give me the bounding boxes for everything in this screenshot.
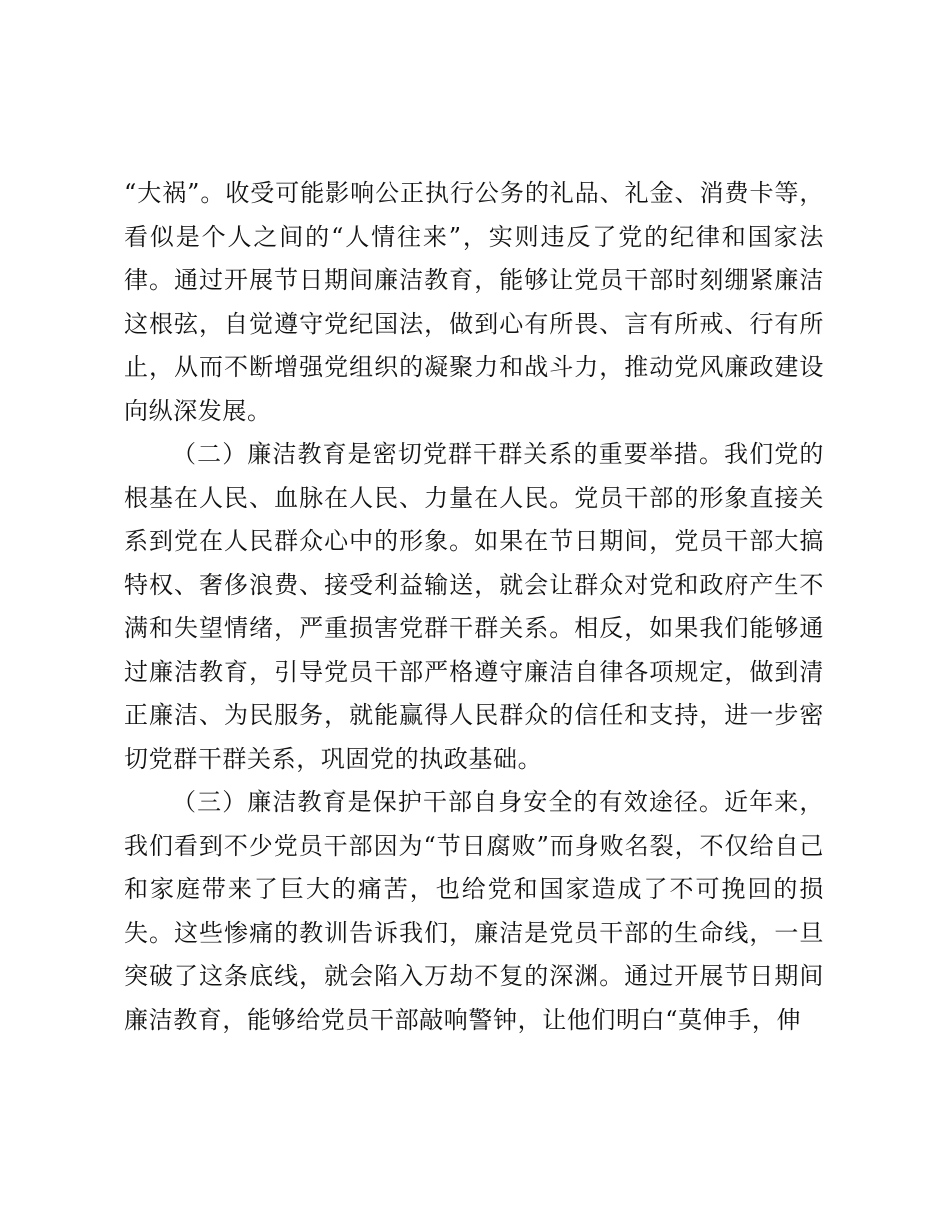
body-text <box>124 172 824 1042</box>
paragraph-section-two: （二）廉洁教育是密切党群干群关系的重要举措。我们党的根基在人民、血脉在人民、力量在人民。党员干部的形象直接关系到党在人民群众心中的形象。如果在节日期间，党员干部大搞特权、奢侈浪费、接受利益输送，就会让群众对党和政府产生不满和失望情绪，严重损害党群干群关系。相反，如果我们能够通过廉洁教育，引导党员干部严格遵守廉洁自律各项规定，做到清正廉洁、为民服务，就能赢得人民群众的信任和支持，进一步密切党群干群关系，巩固党的执政基础。 <box>124 440 824 773</box>
paragraph-section-three: （三）廉洁教育是保护干部自身安全的有效途径。近年来，我们看到不少党员干部因为“节日腐败”而身败名裂，不仅给自己和家庭带来了巨大的痛苦，也给党和国家造成了不可挽回的损失。这些惨痛的教训告诉我们，廉洁是党员干部的生命线，一旦突破了这条底线，就会陷入万劫不复的深渊。通过开展节日期间廉洁教育，能够给党员干部敲响警钟，让他们明白“莫伸手，伸 <box>124 788 824 1034</box>
paragraph-continuation: “大祸”。收受可能影响公正执行公务的礼品、礼金、消费卡等，看似是个人之间的“人情往来”，实则违反了党的纪律和国家法律。通过开展节日期间廉洁教育，能够让党员干部时刻绷紧廉洁这根弦，自觉遵守党纪国法，做到心有所畏、言有所戒、行有所止，从而不断增强党组织的凝聚力和战斗力，推动党风廉政建设向纵深发展。 <box>124 179 824 425</box>
